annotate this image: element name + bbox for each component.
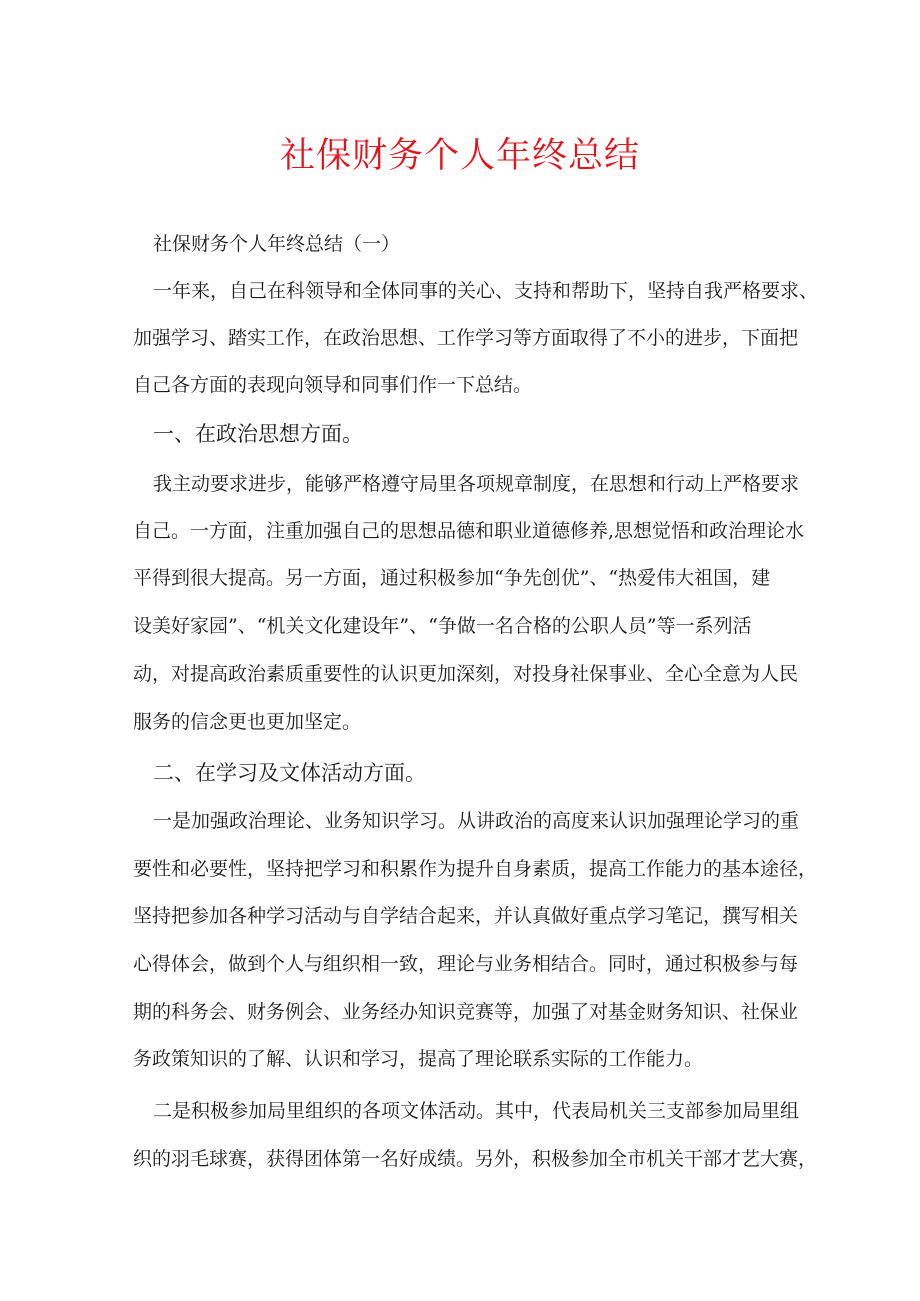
text-line: 设美好家园”、“机关文化建设年”、“争做一名合格的公职人员”等一系列活 [133,615,752,637]
text-line: 心得体会，做到个人与组织相一致，理论与业务相结合。同时，通过积极参与每 [133,953,799,975]
section-heading: 二、在学习及文体活动方面。 [153,761,426,785]
text-line: 自己。一方面，注重加强自己的思想品德和职业道德修养,思想觉悟和政治理论水 [133,520,805,542]
text-line: 动，对提高政治素质重要性的认识更加深刻，对投身社保事业、全心全意为人民 [133,663,799,685]
text-line: 服务的信念更也更加坚定。 [133,711,362,733]
text-line: 平得到很大提高。另一方面，通过积极参加“争先创优”、“热爱伟大祖国，建 [133,567,771,589]
text-line: 自己各方面的表现向领导和同事们作一下总结。 [133,374,533,396]
text-line: 加强学习、踏实工作，在政治思想、工作学习等方面取得了不小的进步，下面把 [133,327,799,349]
text-line: 二是积极参加局里组织的各项文体活动。其中，代表局机关三支部参加局里组 [153,1100,800,1122]
document-title: 社保财务个人年终总结 [279,136,640,176]
text-line: 坚持把参加各种学习活动与自学结合起来，并认真做好重点学习笔记，撰写相关 [133,905,799,927]
text-line: 要性和必要性，坚持把学习和积累作为提升自身素质，提高工作能力的基本途径， [133,858,818,880]
section-heading: 一、在政治思想方面。 [153,422,363,446]
text-line: 务政策知识的了解、认识和学习，提高了理论联系实际的工作能力。 [133,1048,704,1070]
subtitle-line: 社保财务个人年终总结（一） [153,233,401,255]
text-line: 一是加强政治理论、业务知识学习。从讲政治的高度来认识加强理论学习的重 [153,810,800,832]
text-line: 期的科务会、财务例会、业务经办知识竞赛等，加强了对基金财务知识、社保业 [133,1001,799,1023]
text-line: 织的羽毛球赛，获得团体第一名好成绩。另外，积极参加全市机关干部才艺大赛， [133,1148,818,1170]
text-line: 一年来，自己在科领导和全体同事的关心、支持和帮助下，坚持自我严格要求、 [153,280,819,302]
text-line: 我主动要求进步，能够严格遵守局里各项规章制度，在思想和行动上严格要求 [153,473,800,495]
